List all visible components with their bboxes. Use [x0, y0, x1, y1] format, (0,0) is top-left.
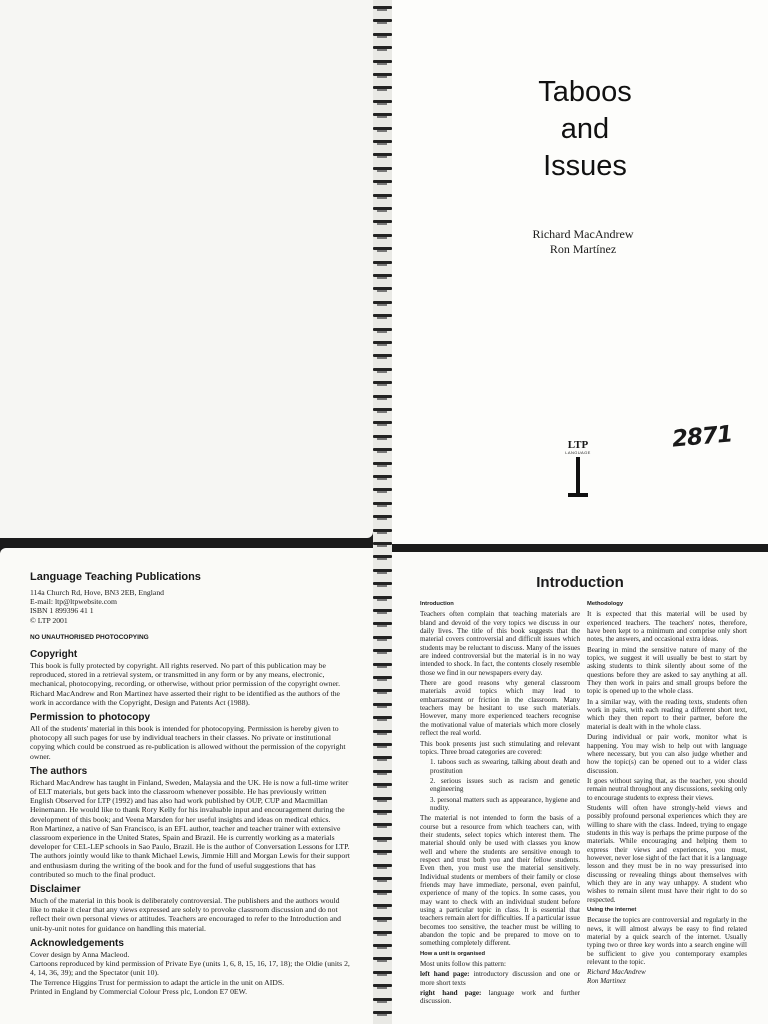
- spiral-coil: [373, 636, 392, 639]
- unit-pattern-right: [420, 989, 580, 1006]
- author-name: Ron Martínez: [549, 242, 617, 256]
- spiral-coil: [373, 247, 392, 250]
- intro-paragraph: In a similar way, with the reading texts, students often work in pairs, with each reading a different short text, which they then report to their partner, before the material is dealt with in the whole class.: [587, 697, 747, 731]
- intro-paragraph: There are good reasons why general classroom materials avoid topics which may lead to embarrassment or friction in the classroom. Many teachers may be hesitant to use such materials. However, many more experienced teachers recognise the motivational value of materials which more closely reflect the real world.: [420, 679, 580, 738]
- unit-pattern-label: left hand page:: [420, 970, 470, 979]
- spiral-coil: [373, 971, 392, 974]
- spiral-coil: [373, 904, 392, 907]
- author-name: Richard MacAndrew: [532, 227, 634, 241]
- section-paragraph: Richard MacAndrew has taught in Finland, Sweden, Malaysia and the UK. He is now a full-time writer of ELT materials, but gets back into the classroom whenever possible. He has previously written English Observed for LTP (1992) and has also had work published by OUP, CUP and Macmillan Heinemann. He would like to thank Rory Kelly for his invaluable input and encouragement during the development of this book; and Veena Marsden for her useful insights and ideas on medical ethics.: [30, 777, 349, 824]
- section-heading-authors: The authors: [30, 765, 88, 777]
- spiral-coil: [373, 663, 392, 666]
- signature-name: Ron Martinez: [587, 976, 626, 985]
- spiral-coil: [373, 33, 392, 36]
- spiral-coil: [373, 596, 392, 599]
- subheading-internet: Using the internet: [587, 907, 637, 914]
- unit-pattern-label: right hand page:: [420, 989, 482, 998]
- intro-paragraph: Most units follow this pattern:: [420, 960, 506, 969]
- publisher-name: Language Teaching Publications: [30, 571, 201, 583]
- intro-paragraph: This book presents just such stimulating and relevant topics. Three broad categories are covered:: [420, 739, 580, 756]
- spiral-coil: [373, 488, 392, 491]
- section-paragraph: Much of the material in this book is deliberately controversial. The publishers and the authors would like to make it clear that any views expressed are solely to provoke classroom discussion and do not reflect their own personal views or attitudes. Teachers are encouraged to refer to the Introduction and unit-by-unit notes for guidance on handling this material.: [30, 896, 341, 933]
- spiral-coil: [373, 770, 392, 773]
- spiral-coil: [373, 287, 392, 290]
- spiral-coil: [373, 957, 392, 960]
- section-paragraph: Cartoons reproduced by kind permission of Private Eye (units 1, 6, 8, 15, 16, 17, 18); the Oldie (units 2, 4, 14, 36, 39); and the Spectator (unit 10).: [30, 959, 350, 978]
- spiral-binding: [373, 0, 392, 1024]
- spiral-coil: [373, 555, 392, 558]
- spiral-coil: [373, 542, 392, 545]
- publisher-address: [30, 588, 350, 625]
- spiral-coil: [373, 60, 392, 63]
- spiral-coil: [373, 314, 392, 317]
- spiral-coil: [373, 220, 392, 223]
- spiral-coil: [373, 73, 392, 76]
- spiral-coil: [373, 341, 392, 344]
- spiral-coil: [373, 448, 392, 451]
- spiral-coil: [373, 984, 392, 987]
- section-paragraph: The Terrence Higgins Trust for permission to adapt the article in the unit on AIDS.: [30, 977, 285, 987]
- spiral-coil: [373, 569, 392, 572]
- spiral-coil: [373, 810, 392, 813]
- introduction-title: Introduction: [536, 574, 624, 591]
- spiral-coil: [373, 756, 392, 759]
- spiral-coil: [373, 475, 392, 478]
- signature-name: Richard MacAndrew: [587, 968, 646, 977]
- book-title: [520, 74, 650, 185]
- intro-paragraph: Students will often have strongly-held views and possibly profound personal experiences which they are willing to share with the class. Indeed, trying to engage students in this way is perhaps the prime purpose of the materials. While encouraging and helping them to express their views and experiences, you must, however, never lose sight of the fact that it is a language lesson and they must be in no way pressurised into discussing or revealing things about themselves with which they are in any way unhappy. A student who wishes to remain silent must have their right to do so respected.: [587, 803, 747, 904]
- imprint-text: [30, 570, 350, 996]
- section-paragraph: Printed in England by Commercial Colour Press plc, London E7 0EW.: [30, 986, 248, 996]
- spiral-coil: [373, 1011, 392, 1014]
- spiral-coil: [373, 609, 392, 612]
- publisher-logo-bar: [576, 457, 580, 493]
- spiral-coil: [373, 837, 392, 840]
- spiral-coil: [373, 140, 392, 143]
- category-item: 1. taboos such as swearing, talking about death and prostitution: [430, 758, 580, 775]
- spiral-coil: [373, 127, 392, 130]
- blank-page-top-left: [0, 0, 373, 538]
- spiral-coil: [373, 877, 392, 880]
- spiral-coil: [373, 381, 392, 384]
- unit-pattern-text: language work and further discussion.: [420, 989, 580, 1006]
- spiral-coil: [373, 274, 392, 277]
- spiral-coil: [373, 354, 392, 357]
- spiral-coil: [373, 515, 392, 518]
- book-title-line: and: [560, 113, 610, 145]
- section-heading-disclaimer: Disclaimer: [30, 884, 81, 896]
- spiral-coil: [373, 19, 392, 22]
- spiral-coil: [373, 850, 392, 853]
- spiral-coil: [373, 408, 392, 411]
- unit-pattern-text: introductory discussion and one or more short texts: [420, 970, 580, 987]
- section-paragraph: Cover design by Anna Macleod.: [30, 949, 130, 959]
- intro-paragraph: It is expected that this material will be used by experienced teachers. The teachers' notes, therefore, have been kept to a minimum and comprise only short notes, the answers, and occasional extra ideas.: [587, 610, 747, 644]
- spiral-coil: [373, 328, 392, 331]
- section-paragraph: Richard MacAndrew and Ron Martinez have asserted their right to be identified as the authors of the work in accordance with the Copyright, Design and Patents Act (1988).: [30, 688, 340, 707]
- address-line: E-mail: ltp@ltpwebsite.com: [30, 597, 117, 607]
- intro-paragraph: It goes without saying that, as the teacher, you should remain neutral throughout any discussions, seeking only to encourage students to express their views.: [587, 776, 747, 802]
- spiral-coil: [373, 261, 392, 264]
- spiral-coil: [373, 234, 392, 237]
- spiral-coil: [373, 194, 392, 197]
- spiral-coil: [373, 998, 392, 1001]
- section-paragraph: All of the students' material in this book is intended for photocopying. Permission is hereby given to photocopy all such pages for use by individual teachers in their classes. No private or institutional copying which could be construed as re-publication is allowed without the permission of the copyright owner.: [30, 724, 346, 761]
- spiral-coil: [373, 180, 392, 183]
- spiral-coil: [373, 931, 392, 934]
- spiral-coil: [373, 743, 392, 746]
- spiral-coil: [373, 46, 392, 49]
- spiral-coil: [373, 783, 392, 786]
- address-line: ISBN 1 899396 41 1: [30, 606, 94, 616]
- address-line: 114a Church Rd, Hove, BN3 2EB, England: [30, 588, 165, 597]
- section-paragraph: The authors jointly would like to thank Michael Lewis, Jimmie Hill and Morgan Lewis for their support and enthusiasm during the writing of the book and for the fund of useful suggestions that has contributed so much to the final product.: [30, 851, 350, 879]
- spiral-coil: [373, 917, 392, 920]
- section-paragraph: This book is fully protected by copyright. All rights reserved. No part of this publication may be reproduced, stored in a retrieval system, or transmitted in any form or by any means, electronic, mechanical, photocopying, recording, or otherwise, without prior permission of the copyright owner.: [30, 661, 340, 689]
- spiral-coil: [373, 153, 392, 156]
- spiral-coil: [373, 890, 392, 893]
- spiral-coil: [373, 676, 392, 679]
- spiral-coil: [373, 797, 392, 800]
- section-paragraph: Ron Martinez, a native of San Francisco, is an EFL author, teacher and teacher trainer with extensive classroom experience in the United States, Spain and Brazil. He is currently working as a materials developer for CEL-LEP schools in Sao Paulo, Brazil. He is the author of Conversation Lessons for LTP.: [30, 823, 350, 852]
- category-list: [420, 758, 580, 812]
- intro-paragraph: Because the topics are controversial and regularly in the news, it will almost always be easy to find related material by a quick search of the internet. Usually typing two or three key words into a search engine will be sufficient to give you contemporary examples relevant to the topic.: [587, 916, 747, 967]
- intro-paragraph: Teachers often complain that teaching materials are bland and devoid of the very topics we discuss in our daily lives. The title of this book suggests that the material covers controversial and difficult issues which students may be reluctant to discuss. Many of the issues are indeed controversial but the material is in no way intended to shock. In fact, the contents closely resemble those we find in our newspapers every day.: [420, 610, 580, 677]
- subheading-methodology: Methodology: [587, 601, 624, 607]
- introduction-right-column: [587, 599, 747, 985]
- introduction-left-column: [420, 599, 580, 1008]
- spiral-coil: [373, 86, 392, 89]
- spiral-coil: [373, 502, 392, 505]
- book-title-line: Issues: [543, 150, 627, 182]
- book-authors: [508, 227, 658, 257]
- spiral-coil: [373, 864, 392, 867]
- spiral-coil: [373, 167, 392, 170]
- spiral-coil: [373, 944, 392, 947]
- spiral-coil: [373, 689, 392, 692]
- section-heading-acknowledgements: Acknowledgements: [30, 937, 124, 949]
- intro-paragraph: The material is not intended to form the basis of a course but a resource from which teachers can, with their students, select topics which interest them. The material should only be used with classes you know well and where the students are sensitive enough to respect and trust both you and their fellow students. Even then, you must use the material sensitively. Individual students or members of their family or close friends may have immediate, personal, even painful, experience of many of the topics. In some cases, you may want to check with an individual student before using a particular topic in class. It is essential that teachers remain alert for difficulties. If a particular issue becomes too sensitive, the teacher must be willing to abandon the topic and be prepared to move on to something completely different.: [420, 814, 580, 948]
- spiral-coil: [373, 622, 392, 625]
- section-heading-permission: Permission to photocopy: [30, 712, 151, 724]
- spiral-coil: [373, 716, 392, 719]
- spiral-coil: [373, 207, 392, 210]
- category-item: 3. personal matters such as appearance, hygiene and nudity.: [430, 795, 580, 812]
- spiral-coil: [373, 529, 392, 532]
- spiral-coil: [373, 649, 392, 652]
- spiral-coil: [373, 6, 392, 9]
- spiral-coil: [373, 395, 392, 398]
- publisher-logo-mark: LTP: [567, 439, 589, 451]
- handwritten-number: 2871: [670, 421, 734, 453]
- category-item: 2. serious issues such as racism and genetic engineering: [430, 776, 580, 794]
- section-heading-copyright: Copyright: [30, 649, 78, 661]
- intro-paragraph: Bearing in mind the sensitive nature of many of the topics, we suggest it will usually be best to start by asking students to think silently about some of the questions before they are asked to say anything at all. They then work in pairs and small groups before the topic is opened up to the whole class.: [587, 645, 747, 696]
- book-title-line: Taboos: [538, 76, 632, 108]
- publisher-logo-base: [568, 493, 588, 497]
- spiral-coil: [373, 421, 392, 424]
- address-line: © LTP 2001: [30, 615, 68, 625]
- spiral-coil: [373, 100, 392, 103]
- photocopy-notice: NO UNAUTHORISED PHOTOCOPYING: [30, 633, 149, 641]
- intro-paragraph: During individual or pair work, monitor what is happening. You may wish to help out with language where necessary, but you can also judge whether and how the topic(s) can be opened out to a wider class discussion.: [587, 733, 747, 775]
- publisher-logo: [563, 440, 593, 497]
- spiral-coil: [373, 301, 392, 304]
- spiral-coil: [373, 823, 392, 826]
- spiral-coil: [373, 462, 392, 465]
- subheading-unit-organisation: How a unit is organised: [420, 950, 486, 957]
- unit-pattern-left: [420, 970, 580, 987]
- spiral-coil: [373, 435, 392, 438]
- spiral-coil: [373, 368, 392, 371]
- spiral-coil: [373, 582, 392, 585]
- spiral-coil: [373, 730, 392, 733]
- subheading-introduction: Introduction: [420, 601, 454, 607]
- spiral-coil: [373, 703, 392, 706]
- publisher-logo-word: LANGUAGE: [565, 450, 591, 455]
- spiral-coil: [373, 113, 392, 116]
